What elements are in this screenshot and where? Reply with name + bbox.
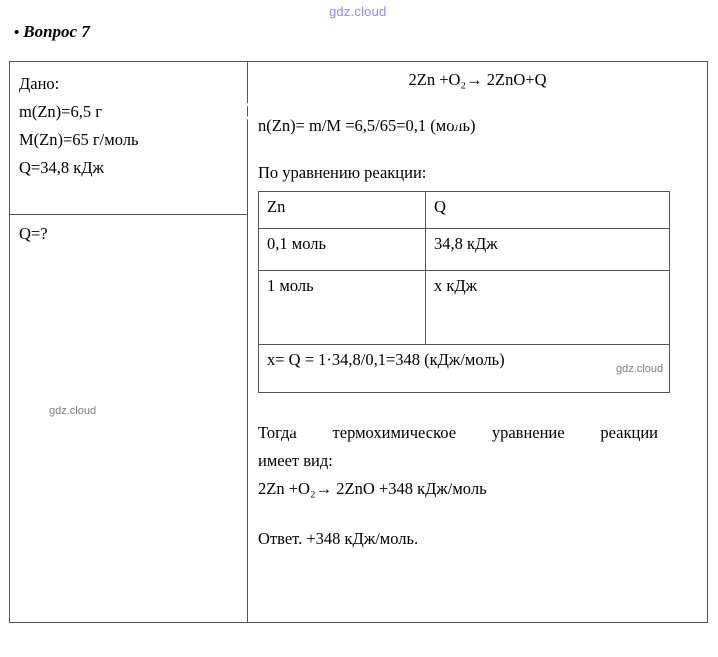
table-header-zn: Zn <box>259 192 426 229</box>
solution-table <box>9 61 708 623</box>
given-line-heat: Q=34,8 кДж <box>19 158 104 177</box>
watermark-overlay-1: gdz.cloud <box>130 93 259 126</box>
thermochemical-equation: 2Zn +O₂→ 2ZnO +348 кДж/моль <box>258 479 487 498</box>
find-box <box>10 215 247 630</box>
bullet-marker: • <box>14 25 20 41</box>
cell-zn-known: 0,1 моль <box>259 229 426 271</box>
conclusion-block <box>258 419 697 503</box>
conclusion-line-1: Тогда термохимическое уравнение реакции <box>258 423 658 442</box>
answer-line: Ответ. +348 кДж/моль. <box>258 529 419 548</box>
watermark-overlay-2: gdz.cloud <box>448 93 577 126</box>
given-column <box>10 62 248 622</box>
table-row <box>259 271 670 345</box>
reaction-equation: 2Zn +O₂→ 2ZnO+Q <box>408 70 547 89</box>
watermark-small-1: gdz.cloud <box>616 363 664 375</box>
cell-zn-unknown: 1 моль <box>259 271 426 345</box>
table-row-result <box>259 345 670 393</box>
table-row-header <box>259 192 670 229</box>
table-row <box>259 229 670 271</box>
page-title <box>14 22 90 42</box>
watermark-overlay-3: gdz.cloud <box>287 399 416 432</box>
conclusion-line-2: имеет вид: <box>258 451 333 470</box>
given-line-mass: m(Zn)=6,5 г <box>19 102 102 121</box>
given-box <box>10 62 247 215</box>
page-title-text: Вопрос 7 <box>23 22 90 41</box>
cell-q-unknown: х кДж <box>426 271 670 345</box>
cell-result: x= Q = 1·34,8/0,1=348 (кДж/моль) <box>259 345 670 393</box>
watermark-top: gdz.cloud <box>329 4 387 19</box>
given-line-molar-mass: M(Zn)=65 г/моль <box>19 130 139 149</box>
solution-column <box>248 62 707 622</box>
proportion-table <box>258 191 670 393</box>
find-label: Q=? <box>19 224 48 243</box>
moles-calculation: n(Zn)= m/M =6,5/65=0,1 (моль) <box>258 116 476 135</box>
given-label: Дано: <box>19 74 60 93</box>
table-header-q: Q <box>426 192 670 229</box>
by-equation-label: По уравнению реакции: <box>258 163 427 182</box>
watermark-small-2: gdz.cloud <box>49 405 97 417</box>
cell-q-known: 34,8 кДж <box>426 229 670 271</box>
watermark-overlay-5: gdz.cloud <box>528 623 657 656</box>
watermark-overlay-4: gdz.cloud <box>92 589 221 622</box>
